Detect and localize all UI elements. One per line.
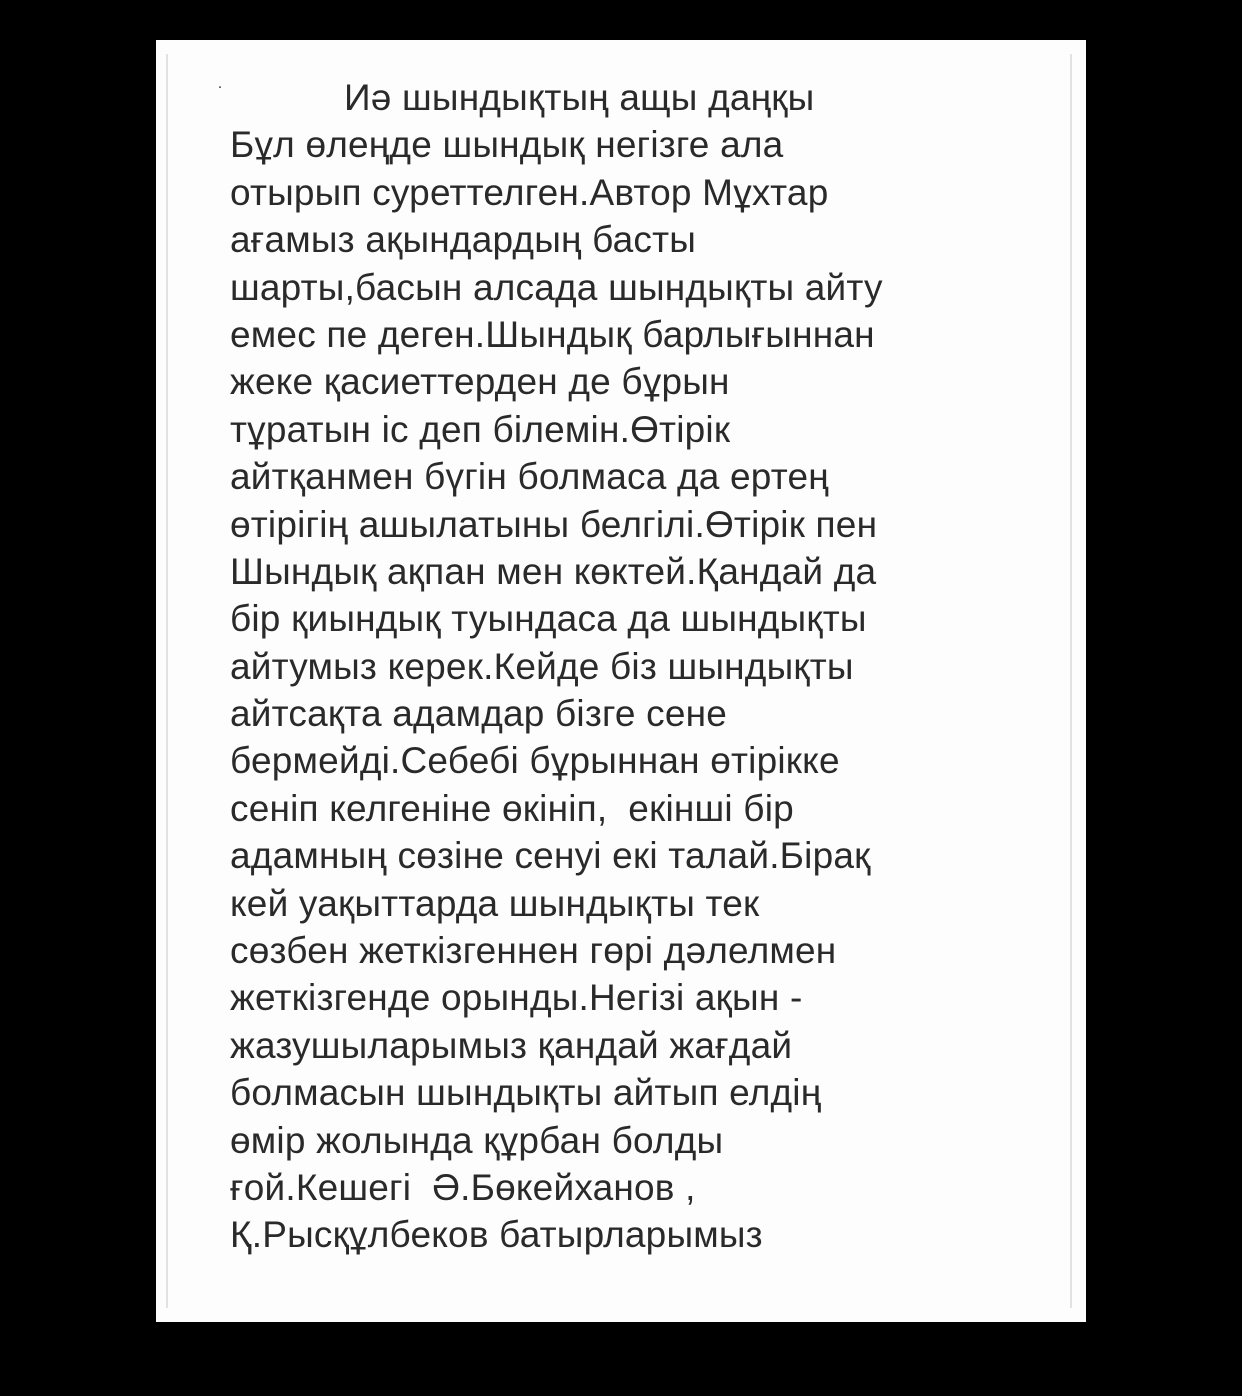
- text-line: өмір жолында құрбан болды: [230, 1119, 724, 1161]
- text-line: Қ.Рысқұлбеков батырларымыз: [230, 1214, 763, 1256]
- text-line: отырып суреттелген.Автор Мұхтар: [230, 171, 829, 213]
- text-line: жеке қасиеттерден де бұрын: [230, 361, 730, 403]
- text-line: сеніп келгеніне өкініп, екінші бір: [230, 787, 794, 829]
- text-line: ғой.Кешегі Ә.Бөкейханов ,: [230, 1166, 696, 1208]
- text-line: тұратын іс деп білемін.Өтірік: [230, 408, 731, 450]
- document-text: [230, 74, 1070, 1259]
- page-edge-left: [166, 54, 168, 1308]
- text-line: сөзбен жеткізгеннен гөрі дәлелмен: [230, 930, 837, 972]
- document-title: Иә шындықтың ащы даңқы: [344, 77, 815, 118]
- page-edge-right: [1070, 54, 1072, 1308]
- document-page: [156, 40, 1086, 1322]
- text-line: емес пе деген.Шындық барлығыннан: [230, 313, 875, 355]
- text-line: ағамыз ақындардың басты: [230, 219, 697, 261]
- text-line: айтумыз керек.Кейде біз шындықты: [230, 645, 854, 687]
- text-line: Шындық ақпан мен көктей.Қандай да: [230, 550, 877, 592]
- text-line: шарты,басын алсада шындықты айту: [230, 266, 883, 308]
- text-line: өтірігің ашылатыны белгілі.Өтірік пен: [230, 503, 878, 545]
- text-line: жазушыларымыз қандай жағдай: [230, 1024, 793, 1066]
- text-line: Бұл өлеңде шындық негізге ала: [230, 124, 784, 166]
- text-line: бермейді.Себебі бұрыннан өтірікке: [230, 740, 840, 782]
- text-line: кей уақыттарда шындықты тек: [230, 882, 760, 924]
- text-line: бір қиындық туындаса да шындықты: [230, 598, 867, 640]
- text-line: айтсақта адамдар бізге сене: [230, 693, 728, 735]
- text-line: айтқанмен бүгін болмаса да ертең: [230, 456, 829, 498]
- text-line: жеткізгенде орынды.Негізі ақын -: [230, 977, 803, 1019]
- text-line: адамның сөзіне сенуі екі талай.Бірақ: [230, 835, 871, 877]
- text-line: болмасын шындықты айтып елдің: [230, 1072, 822, 1114]
